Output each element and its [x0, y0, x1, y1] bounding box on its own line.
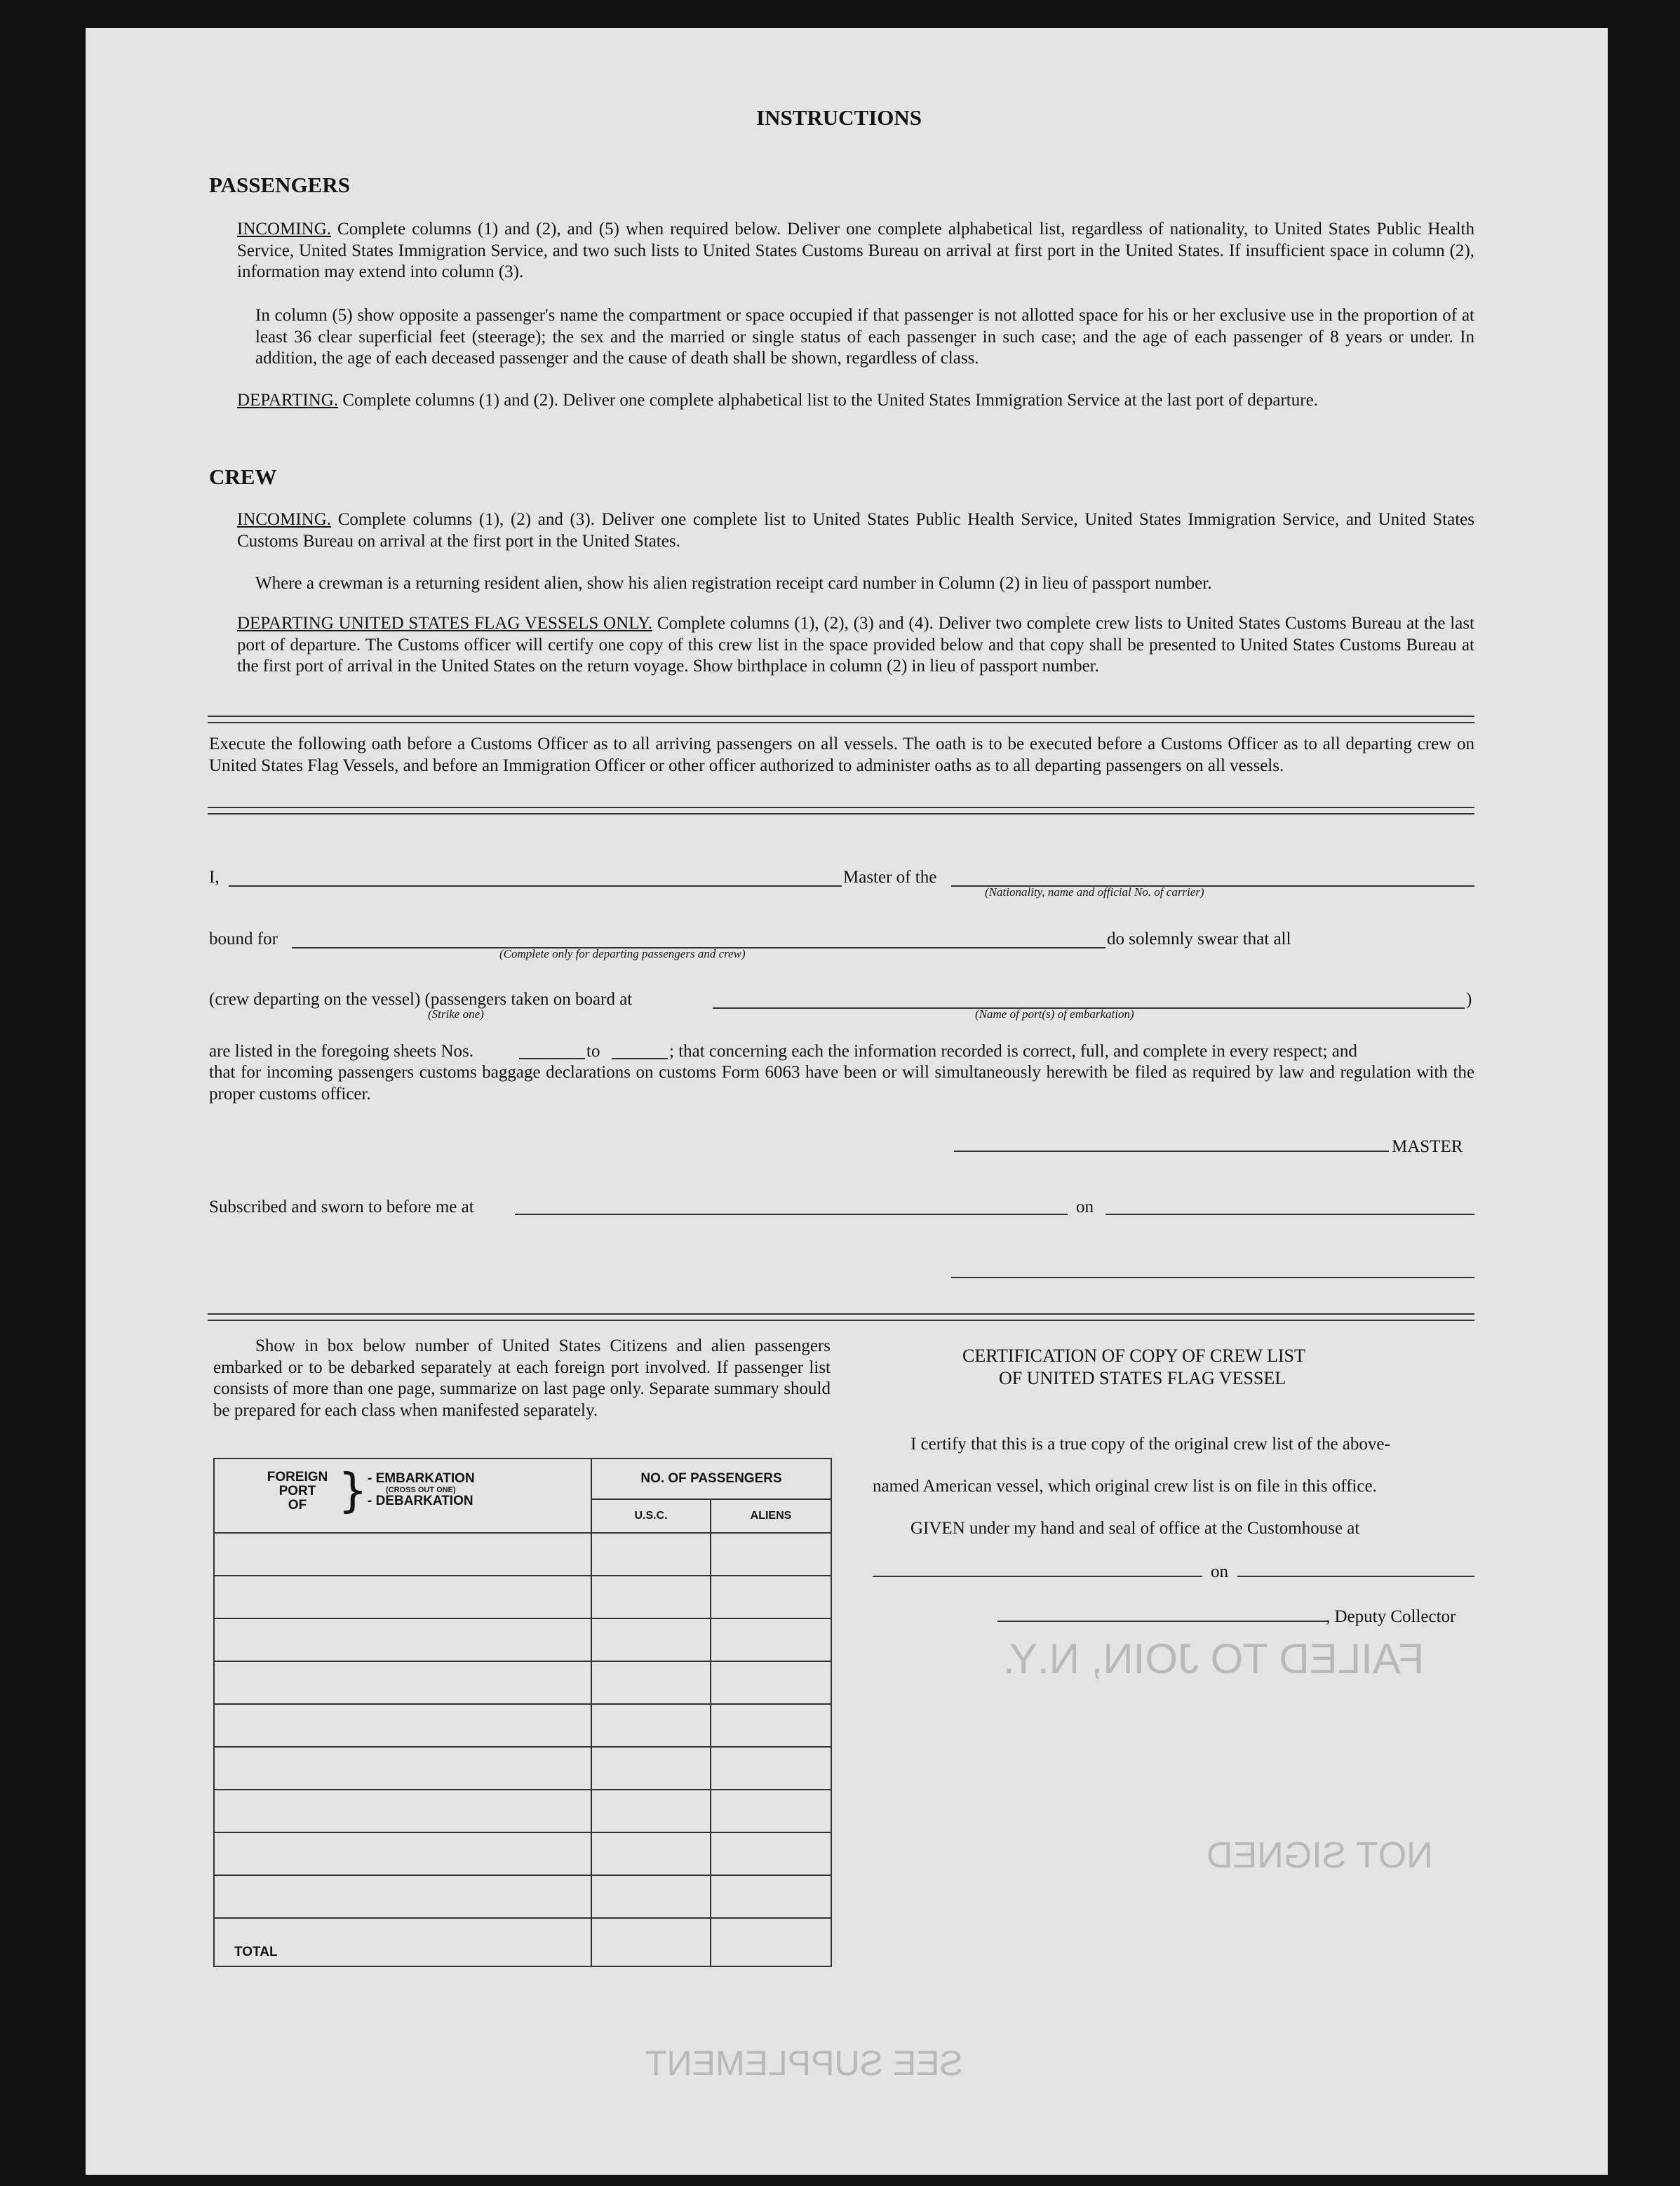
oath-bound-for-label: bound for [209, 930, 278, 948]
certification-title-1: CERTIFICATION OF COPY OF CREW LIST [962, 1346, 1305, 1366]
crew-resident-paragraph: Where a crewman is a returning resident alien, show his alien registration receipt card number in Column (2) in lieu of passport number. [255, 574, 1212, 593]
divider [208, 807, 1474, 814]
crew-incoming-label: INCOMING. [237, 510, 332, 529]
crew-departing-paragraph [237, 613, 1474, 678]
certification-date-field[interactable] [1237, 1576, 1474, 1577]
table-row [214, 1533, 831, 1576]
aliens-cell[interactable] [711, 1747, 831, 1790]
caption-ports: (Name of port(s) of embarkation) [975, 1007, 1134, 1021]
aliens-header: ALIENS [711, 1499, 831, 1533]
aliens-cell[interactable] [711, 1790, 831, 1832]
sheet-to-field[interactable] [612, 1058, 668, 1059]
oath-crew-passengers-text: (crew departing on the vessel) (passengers taken on board at [209, 990, 633, 1009]
caption-nationality: (Nationality, name and official No. of carrier) [985, 885, 1204, 899]
page-title: INSTRUCTIONS [756, 105, 922, 130]
usc-cell[interactable] [591, 1704, 711, 1747]
master-label: MASTER [1392, 1137, 1463, 1156]
usc-header: U.S.C. [591, 1499, 711, 1533]
passengers-incoming-text: Complete columns (1) and (2), and (5) when required below. Deliver one complete alphabetical list, regardless of nationality, to United States Public Health Service, United States Immigration Service, and two such lists to United States Customs Bureau on arrival at first port in the United States. If insufficient space in column (2), information may extend into column (3). [237, 220, 1474, 281]
stamp-see-supplement: SEE SUPPLEMENT [645, 2044, 963, 2083]
port-cell[interactable] [214, 1576, 591, 1618]
divider [208, 1313, 1474, 1321]
passengers-incoming-paragraph [237, 219, 1474, 283]
certification-title-2: OF UNITED STATES FLAG VESSEL [999, 1368, 1286, 1388]
passengers-departing-label: DEPARTING. [237, 391, 339, 410]
oath-close-paren: ) [1466, 990, 1472, 1009]
passenger-summary-table [213, 1458, 832, 1967]
oath-customs-declaration-text: that for incoming passengers customs baggage declarations on customs Form 6063 have been or will simultaneously herewith be filed as required by law and regulation with the proper customs officer. [209, 1063, 1474, 1104]
passengers-departing-text: Complete columns (1) and (2). Deliver one complete alphabetical list to the United States Immigration Service at the last port of departure. [342, 391, 1318, 410]
crew-incoming-paragraph [237, 509, 1474, 552]
divider [208, 716, 1474, 723]
master-signature-field[interactable] [954, 1151, 1389, 1152]
table-row [214, 1661, 831, 1704]
usc-total-cell[interactable] [591, 1918, 711, 1966]
stamp-failed-to-join: FAILED TO JOIN, N.Y. [1003, 1635, 1425, 1682]
sworn-on-label: on [1076, 1198, 1094, 1216]
given-line: GIVEN under my hand and seal of office at the Customhouse at [910, 1519, 1360, 1538]
table-row [214, 1790, 831, 1832]
aliens-cell[interactable] [711, 1533, 831, 1576]
passengers-incoming-label: INCOMING. [237, 220, 332, 239]
oath-i-label: I, [209, 868, 220, 887]
total-row [214, 1918, 831, 1966]
oath-listed-to: to [586, 1042, 600, 1061]
aliens-total-cell[interactable] [711, 1918, 831, 1966]
crew-departing-label: DEPARTING UNITED STATES FLAG VESSELS ONLY. [237, 614, 653, 633]
crew-incoming-text: Complete columns (1), (2) and (3). Deliver one complete list to United States Public Health Service, United States Immigration Service, and United States Customs Bureau on arrival at the first port in the United States. [237, 510, 1474, 551]
usc-cell[interactable] [591, 1618, 711, 1661]
usc-cell[interactable] [591, 1832, 711, 1875]
table-row [214, 1747, 831, 1790]
aliens-cell[interactable] [711, 1576, 831, 1618]
usc-cell[interactable] [591, 1875, 711, 1918]
certification-on-label: on [1211, 1562, 1228, 1581]
port-cell[interactable] [214, 1618, 591, 1661]
aliens-cell[interactable] [711, 1618, 831, 1661]
officer-signature-field[interactable] [951, 1277, 1474, 1278]
aliens-cell[interactable] [711, 1832, 831, 1875]
stamp-not-signed: NOT SIGNED [1207, 1835, 1433, 1876]
total-label: TOTAL [214, 1918, 591, 1966]
master-name-field[interactable] [229, 885, 842, 887]
embarkation-label: - EMBARKATION [368, 1471, 475, 1486]
table-row [214, 1618, 831, 1661]
table-row [214, 1576, 831, 1618]
aliens-cell[interactable] [711, 1661, 831, 1704]
oath-intro: Execute the following oath before a Customs Officer as to all arriving passengers on all vessels. The oath is to be executed before a Customs Officer as to all departing crew on United States Flag Vessels, and before an Immigration Officer or other officer authorized to administer oaths as to all departing passengers on all vessels. [209, 735, 1474, 775]
crew-departing-text: Complete columns (1), (2), (3) and (4). Deliver two complete crew lists to United States Customs Bureau at the last port of departure. The Customs officer will certify one copy of this crew list in the space provided below and that copy shall be presented to United States Customs Bureau at the first port of arrival in the United States on the return voyage. Show birthplace in column (2) in lieu of passport number. [237, 614, 1475, 676]
certify-line-2: named American vessel, which original crew list is on file in this office. [873, 1477, 1377, 1496]
summary-instructions: Show in box below number of United States Citizens and alien passengers embarked or to be debarked separately at each foreign port involved. If passenger list consists of more than one page, summarize on last page only. Separate summary should be prepared for each class when manifested separately. [213, 1336, 831, 1420]
oath-master-of-label: Master of the [843, 868, 937, 887]
port-cell[interactable] [214, 1533, 591, 1576]
oath-listed-sheets-text: are listed in the foregoing sheets Nos. [209, 1042, 473, 1061]
sworn-place-field[interactable] [515, 1214, 1068, 1215]
customhouse-field[interactable] [873, 1576, 1202, 1577]
usc-cell[interactable] [591, 1576, 711, 1618]
cross-out-label: (CROSS OUT ONE) [386, 1486, 456, 1494]
section-heading-passengers: PASSENGERS [209, 173, 350, 197]
table-row [214, 1704, 831, 1747]
oath-listed-continuation: ; that concerning each the information recorded is correct, full, and complete in every respect; and [669, 1042, 1357, 1061]
port-header-cell [214, 1459, 591, 1533]
foreign-label: FOREIGN [267, 1470, 328, 1484]
passengers-departing-paragraph [237, 390, 1474, 412]
port-cell[interactable] [214, 1832, 591, 1875]
usc-cell[interactable] [591, 1661, 711, 1704]
deputy-collector-label: , Deputy Collector [1326, 1607, 1456, 1626]
subscribed-text: Subscribed and sworn to before me at [209, 1198, 474, 1216]
aliens-cell[interactable] [711, 1704, 831, 1747]
no-passengers-header: NO. OF PASSENGERS [591, 1459, 831, 1499]
of-label: OF [288, 1498, 307, 1513]
port-cell[interactable] [214, 1661, 591, 1704]
usc-cell[interactable] [591, 1533, 711, 1576]
port-cell[interactable] [214, 1875, 591, 1918]
section-heading-crew: CREW [209, 464, 277, 489]
port-cell[interactable] [214, 1704, 591, 1747]
sheet-from-field[interactable] [519, 1058, 585, 1059]
passengers-column5-paragraph: In column (5) show opposite a passenger's name the compartment or space occupied if that passenger is not allotted space for his or her exclusive use in the proportion of at least 36 clear superficial feet (steerage); the sex and the married or single status of each passenger in such case; and the age of each passenger of 8 years or under. In addition, the age of each deceased passenger and the cause of death shall be shown, regardless of class. [255, 306, 1474, 368]
usc-cell[interactable] [591, 1790, 711, 1832]
aliens-cell[interactable] [711, 1875, 831, 1918]
table-row [214, 1875, 831, 1918]
port-label: PORT [278, 1484, 316, 1498]
usc-cell[interactable] [591, 1747, 711, 1790]
table-row [214, 1832, 831, 1875]
certify-line-1: I certify that this is a true copy of the original crew list of the above- [910, 1435, 1390, 1454]
caption-departing-only: (Complete only for departing passengers and crew) [499, 947, 746, 960]
deputy-collector-signature-field[interactable] [997, 1621, 1327, 1622]
port-cell[interactable] [214, 1747, 591, 1790]
brace-icon: } [338, 1463, 368, 1517]
sworn-date-field[interactable] [1106, 1214, 1474, 1215]
caption-strike-one: (Strike one) [428, 1007, 484, 1021]
port-cell[interactable] [214, 1790, 591, 1832]
debarkation-label: - DEBARKATION [368, 1494, 473, 1508]
oath-swear-text: do solemnly swear that all [1107, 930, 1291, 948]
